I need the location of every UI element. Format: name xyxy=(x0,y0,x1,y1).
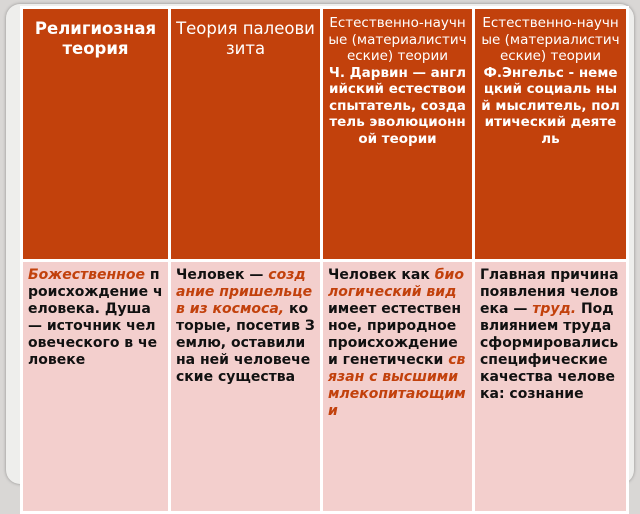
cell-darwin-highlight-1: биологический вид xyxy=(328,267,464,300)
header-paleovisit-theory: Теория палеовизита xyxy=(170,8,322,261)
header-row xyxy=(22,8,628,261)
theories-table xyxy=(20,6,629,514)
cell-engels-pre: Главная причина появления человека — xyxy=(480,267,619,317)
cell-engels xyxy=(474,261,628,513)
content-row xyxy=(22,261,628,513)
cell-religious-text: происхождение человека. Душа — источник человеческого в человеке xyxy=(28,267,163,368)
header-engels xyxy=(474,8,628,261)
cell-religious-highlight: Божественное xyxy=(28,267,145,283)
cell-paleovisit-highlight: создание пришельцев из космоса, xyxy=(176,267,313,317)
cell-paleovisit-pre: Человек — xyxy=(176,267,269,283)
header-engels-title: Естественно-научные (материалистические) теории xyxy=(481,15,620,64)
cell-darwin-highlight-2: связан с высшими млекопитающими xyxy=(328,352,466,419)
cell-paleovisit xyxy=(170,261,322,513)
cell-religious xyxy=(22,261,170,513)
cell-engels-highlight: труд. xyxy=(532,301,577,317)
header-darwin xyxy=(322,8,474,261)
header-darwin-title: Естественно-научные (материалистические) теории xyxy=(328,15,467,64)
cell-engels-post: Под влиянием труда сформировались специфические качества человека: сознание xyxy=(480,301,619,402)
cell-darwin-mid: имеет естественное, природное происхождение и генетически xyxy=(328,301,462,368)
header-engels-subtitle: Ф.Энгельс - немецкий социаль ный мыслитель, политический деятель xyxy=(481,64,620,147)
header-religious-theory: Религиозная теория xyxy=(22,8,170,261)
cell-darwin-pre: Человек как xyxy=(328,267,435,283)
cell-paleovisit-post: которые, посетив Землю, оставили на ней человеческие существа xyxy=(176,301,315,385)
header-darwin-subtitle: Ч. Дарвин — английский естествоиспытатель, создатель эволюционной теории xyxy=(328,64,467,147)
cell-darwin xyxy=(322,261,474,513)
